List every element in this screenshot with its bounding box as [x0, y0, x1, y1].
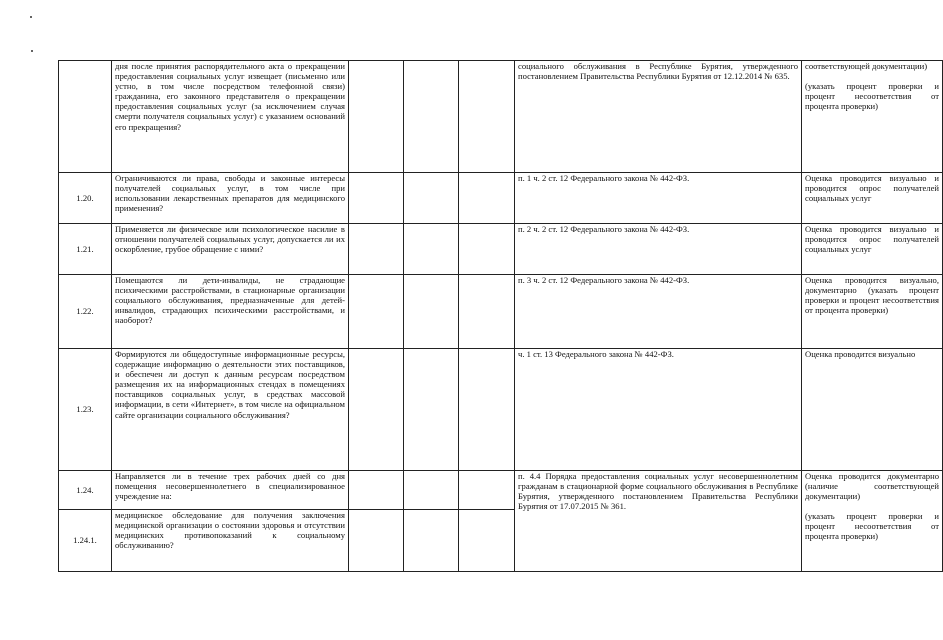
method-text: Оценка проводится визуально — [805, 349, 916, 359]
answer-cell-na — [459, 61, 515, 173]
method-text: Оценка проводится документарно (наличие соответствующей документации) — [805, 471, 939, 502]
answer-cell-yes — [349, 61, 404, 173]
reference-cell: п. 3 ч. 2 ст. 12 Федерального закона № 442-ФЗ. — [515, 275, 802, 349]
method-cell — [802, 275, 943, 349]
table-row — [59, 275, 943, 349]
row-number: 1.24.1. — [59, 510, 112, 572]
row-number: 1.20. — [59, 173, 112, 224]
answer-cell-na — [459, 349, 515, 471]
row-number: 1.22. — [59, 275, 112, 349]
method-cell — [802, 471, 943, 572]
scan-speck — [30, 16, 32, 18]
question-cell: дня после принятия распорядительного акта о прекращении предоставления социальных услуг извещает (письменно или устно, в том числе посредством телефонной связи) гражданина, его законного представителя о прекращении предоставления социальных услуг (за исключением случая смерти получателя социальных услуг) с указанием оснований его прекращения? — [112, 61, 349, 173]
checklist-table — [58, 60, 943, 572]
question-cell: Помещаются ли дети-инвалиды, не страдающие психическими расстройствами, в стационарные организации социального обслуживания, предназначенные для детей-инвалидов, страдающих психическими расстройствами, и наоборот? — [112, 275, 349, 349]
answer-cell-na — [459, 510, 515, 572]
question-cell: Формируются ли общедоступные информационные ресурсы, содержащие информацию о деятельности этих поставщиков, и обеспечен ли доступ к данным ресурсам посредством размещения их на информационных стендах в помещениях поставщиков социальных услуг, в средствах массовой информации, в сети «Интернет», в том числе на официальном сайте организации социального обслуживания? — [112, 349, 349, 471]
method-note: (указать процент проверки и процент несоответствия от процента проверки) — [805, 81, 939, 112]
answer-cell-na — [459, 275, 515, 349]
answer-cell-yes — [349, 349, 404, 471]
answer-cell-no — [404, 61, 459, 173]
table-row — [59, 224, 943, 275]
method-text: соответствующей документации) — [805, 61, 928, 71]
question-cell: Применяется ли физическое или психологическое насилие в отношении получателей социальных услуг, допускается ли их оскорбление, грубое обращение с ними? — [112, 224, 349, 275]
row-number: 1.23. — [59, 349, 112, 471]
answer-cell-no — [404, 275, 459, 349]
reference-cell: социального обслуживания в Республике Бурятия, утвержденного постановлением Правительства Республики Бурятия от 12.12.2014 № 635. — [515, 61, 802, 173]
table-row — [59, 471, 943, 510]
answer-cell-no — [404, 349, 459, 471]
answer-cell-no — [404, 173, 459, 224]
method-note: (указать процент проверки и процент несоответствия от процента проверки) — [805, 511, 939, 542]
answer-cell-yes — [349, 510, 404, 572]
scan-speck — [31, 50, 33, 52]
answer-cell-no — [404, 471, 459, 510]
reference-cell: п. 2 ч. 2 ст. 12 Федерального закона № 442-ФЗ. — [515, 224, 802, 275]
row-number: 1.21. — [59, 224, 112, 275]
method-cell — [802, 61, 943, 173]
question-cell: Направляется ли в течение трех рабочих дней со дня помещения несовершеннолетнего в специализированное учреждение на: — [112, 471, 349, 510]
answer-cell-yes — [349, 224, 404, 275]
answer-cell-na — [459, 173, 515, 224]
answer-cell-na — [459, 224, 515, 275]
answer-cell-no — [404, 224, 459, 275]
row-number — [59, 61, 112, 173]
method-cell — [802, 224, 943, 275]
row-number: 1.24. — [59, 471, 112, 510]
reference-cell: п. 4.4 Порядка предоставления социальных услуг несовершеннолетним гражданам в стационарной форме социального обслуживания в Республике Бурятия, утвержденного постановлением Правительства Республики Бурятия от 17.07.2015 № 361. — [515, 471, 802, 572]
answer-cell-no — [404, 510, 459, 572]
method-text: Оценка проводится визуально и проводится опрос получателей социальных услуг — [805, 224, 939, 255]
answer-cell-yes — [349, 173, 404, 224]
method-text: Оценка проводится визуально и проводится опрос получателей социальных услуг — [805, 173, 939, 204]
table-row — [59, 173, 943, 224]
method-cell — [802, 349, 943, 471]
table-row — [59, 61, 943, 173]
method-text: Оценка проводится визуально, документарно (указать процент проверки и процент несоответствия от процента проверки) — [805, 275, 939, 316]
table-row — [59, 349, 943, 471]
question-cell: медицинское обследование для получения заключения медицинской организации о состоянии здоровья и отсутствии медицинских противопоказаний к социальному обслуживанию? — [112, 510, 349, 572]
answer-cell-yes — [349, 471, 404, 510]
reference-cell: п. 1 ч. 2 ст. 12 Федерального закона № 442-ФЗ. — [515, 173, 802, 224]
question-cell: Ограничиваются ли права, свободы и законные интересы получателей социальных услуг, в том числе при использовании лекарственных препаратов для медицинского применения? — [112, 173, 349, 224]
answer-cell-na — [459, 471, 515, 510]
reference-cell: ч. 1 ст. 13 Федерального закона № 442-ФЗ. — [515, 349, 802, 471]
method-cell — [802, 173, 943, 224]
answer-cell-yes — [349, 275, 404, 349]
